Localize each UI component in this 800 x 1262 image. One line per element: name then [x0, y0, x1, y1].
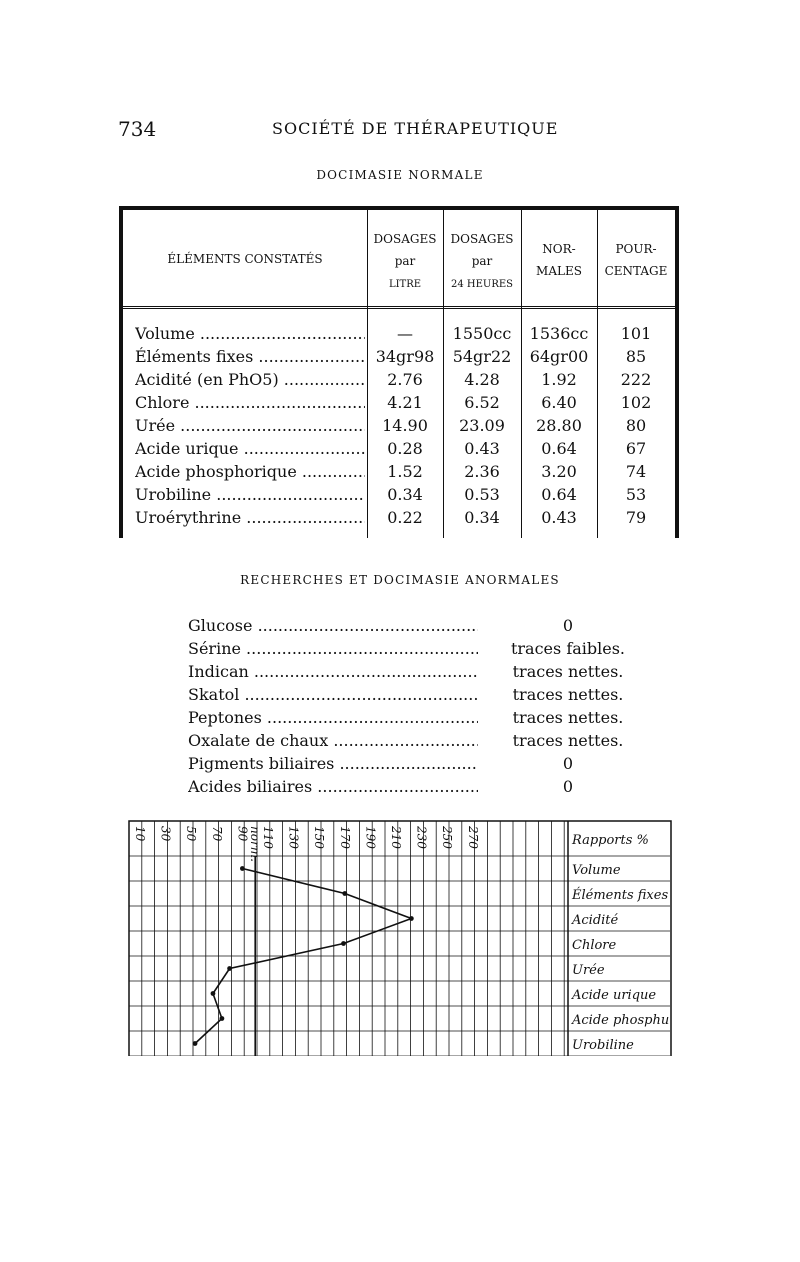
tick-label: 270 — [465, 826, 480, 849]
tick-label: 10 — [133, 826, 147, 842]
row-value-24-heures: 0.34 — [464, 508, 500, 527]
list-item-label: Skatol ..... — [188, 683, 478, 706]
list-item — [188, 660, 638, 683]
row-value-litre: 1.52 — [387, 462, 423, 481]
list-item-value: 0 — [562, 616, 574, 635]
row-value-litre: 4.21 — [387, 393, 423, 412]
row-value-litre: — — [397, 324, 413, 343]
row-label: Urobiline ..... — [135, 483, 365, 506]
row-value-pourcentage: 53 — [625, 485, 647, 504]
row-label: Acidité — [572, 913, 619, 928]
tick-label: 50 — [184, 826, 199, 842]
row-label: Acide urique ..... — [135, 437, 365, 460]
list-item-label: Indican ..... — [188, 660, 478, 683]
row-label: Acide urique — [572, 988, 657, 1003]
row-value-normales: 1.92 — [541, 370, 577, 389]
page-number: 734 — [118, 117, 157, 141]
running-head: SOCIÉTÉ DE THÉRAPEUTIQUE — [272, 119, 559, 138]
row-label: Acide phosphu — [572, 1013, 670, 1028]
rapports-graph — [128, 820, 673, 1056]
row-label: Éléments fixes — [572, 888, 669, 903]
row-value-litre: 0.28 — [387, 439, 423, 458]
list-item-label: Peptones ..... — [188, 706, 478, 729]
list-item-label: Oxalate de chaux ..... — [188, 729, 478, 752]
header-elements: ÉLÉMENTS CONSTATÉS — [167, 252, 323, 266]
row-value-normales: 0.64 — [541, 485, 577, 504]
list-item-value: traces nettes. — [512, 662, 624, 681]
row-value-24-heures: 0.53 — [464, 485, 500, 504]
tick-label: 170 — [337, 826, 352, 849]
list-item-label: Pigments biliaires ..... — [188, 752, 478, 775]
list-item-label: Glucose ..... — [188, 614, 478, 637]
tick-label: 230 — [414, 826, 429, 849]
data-point — [240, 866, 245, 871]
row-label: Éléments fixes ..... — [135, 345, 365, 368]
tick-label: 130 — [286, 826, 301, 849]
row-value-24-heures: 54gr22 — [452, 347, 512, 366]
list-item — [188, 752, 638, 775]
row-value-litre: 14.90 — [382, 416, 428, 435]
row-label: Volume ..... — [135, 322, 365, 345]
data-point — [409, 916, 414, 921]
tick-label: 190 — [363, 826, 378, 849]
data-point — [342, 891, 347, 896]
list-item — [188, 614, 638, 637]
list-item-label: Sérine ..... — [188, 637, 478, 660]
list-item-value: 0 — [562, 754, 574, 773]
row-value-pourcentage: 80 — [625, 416, 647, 435]
tick-label: 30 — [158, 826, 173, 842]
row-value-litre: 0.22 — [387, 508, 423, 527]
tick-label: 210 — [389, 826, 403, 849]
row-value-24-heures: 2.36 — [464, 462, 500, 481]
row-value-pourcentage: 85 — [625, 347, 647, 366]
data-point — [341, 941, 346, 946]
row-value-24-heures: 6.52 — [464, 393, 500, 412]
data-point — [220, 1016, 225, 1021]
list-item-value: 0 — [562, 777, 574, 796]
tick-label: norm. — [248, 826, 263, 862]
row-label: Volume — [572, 863, 621, 878]
row-value-pourcentage: 79 — [625, 508, 647, 527]
list-item-value: traces nettes. — [512, 731, 624, 750]
row-label: Urée — [572, 963, 605, 978]
tick-label: 150 — [312, 826, 327, 849]
graph-header: Rapports % — [572, 833, 649, 848]
docimasie-table — [119, 206, 679, 538]
list-item-label: Acides biliaires ..... — [188, 775, 478, 798]
tick-label: 70 — [209, 826, 224, 842]
row-value-pourcentage: 222 — [620, 370, 652, 389]
data-point — [227, 966, 232, 971]
tick-label: 110 — [261, 826, 275, 849]
row-value-normales: 0.64 — [541, 439, 577, 458]
row-value-normales: 0.43 — [541, 508, 577, 527]
row-label: Urée ..... — [135, 414, 365, 437]
row-value-normales: 6.40 — [541, 393, 577, 412]
row-value-normales: 64gr00 — [529, 347, 589, 366]
row-label: Chlore — [572, 938, 617, 953]
header-normales: NOR- MALES — [536, 242, 582, 278]
table-title: DOCIMASIE NORMALE — [316, 168, 484, 182]
list-item — [188, 729, 638, 752]
row-value-litre: 2.76 — [387, 370, 423, 389]
row-value-litre: 0.34 — [387, 485, 423, 504]
tick-label: 250 — [440, 826, 455, 849]
row-value-litre: 34gr98 — [375, 347, 435, 366]
list-item-value: traces nettes. — [512, 708, 624, 727]
row-value-24-heures: 1550cc — [452, 324, 512, 343]
list-item — [188, 706, 638, 729]
row-label: Urobiline — [572, 1038, 634, 1053]
row-label: Acide phosphorique ..... — [135, 460, 365, 483]
row-value-pourcentage: 101 — [620, 324, 652, 343]
section2-title: RECHERCHES ET DOCIMASIE ANORMALES — [240, 573, 560, 587]
row-label: Chlore ..... — [135, 391, 365, 414]
row-value-normales: 1536cc — [529, 324, 589, 343]
row-value-pourcentage: 67 — [625, 439, 647, 458]
row-value-normales: 28.80 — [536, 416, 582, 435]
list-item-value: traces nettes. — [512, 685, 624, 704]
row-value-24-heures: 0.43 — [464, 439, 500, 458]
tick-label: 90 — [235, 826, 250, 842]
list-item — [188, 637, 638, 660]
header-24-heures: DOSAGES par 24 HEURES — [450, 232, 514, 290]
data-point — [211, 991, 216, 996]
header-litre: DOSAGES par LITRE — [373, 232, 437, 290]
row-value-24-heures: 23.09 — [459, 416, 505, 435]
row-label: Uroérythrine ..... — [135, 506, 365, 529]
row-value-pourcentage: 102 — [620, 393, 652, 412]
row-label: Acidité (en PhO5) ..... — [135, 368, 365, 391]
list-item-value: traces faibles. — [510, 639, 626, 658]
data-point — [193, 1041, 198, 1046]
list-item — [188, 775, 638, 798]
row-value-24-heures: 4.28 — [464, 370, 500, 389]
list-item — [188, 683, 638, 706]
row-value-normales: 3.20 — [541, 462, 577, 481]
row-value-pourcentage: 74 — [625, 462, 647, 481]
header-pourcentage: POUR- CENTAGE — [604, 242, 668, 278]
